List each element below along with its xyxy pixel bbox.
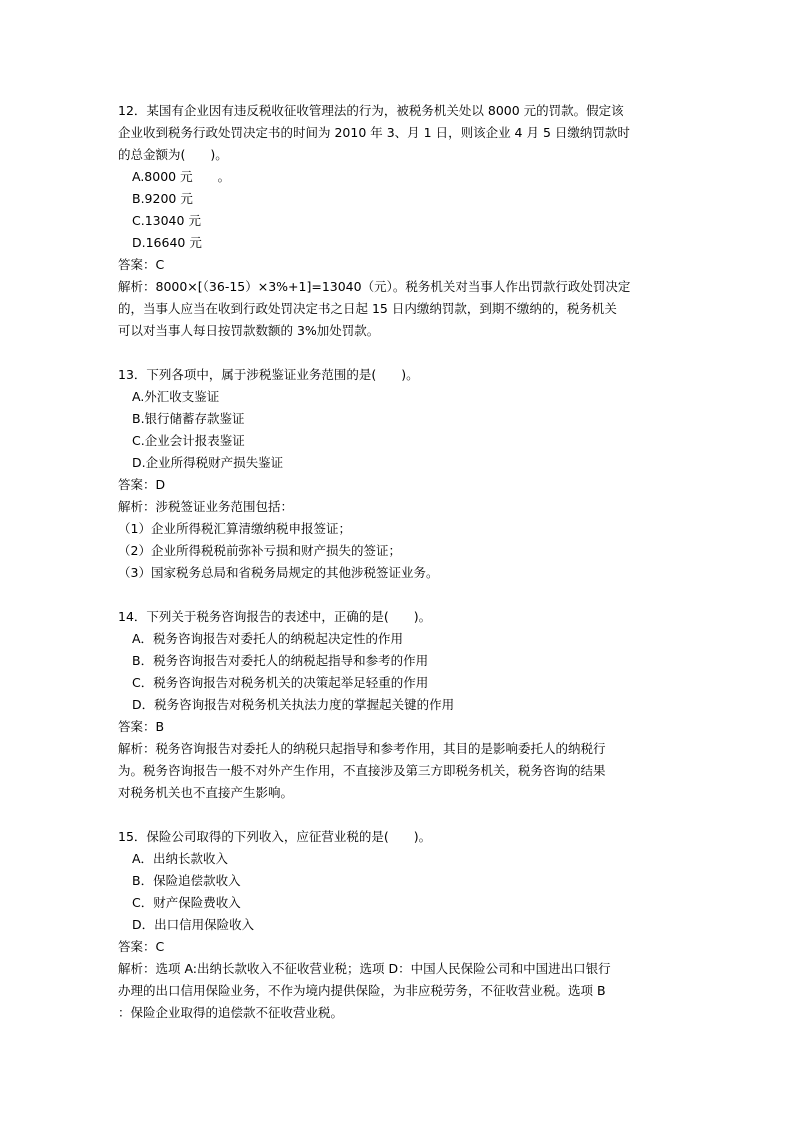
option-a: A.8000 元 。 [132, 169, 231, 184]
option-b: B．保险追偿款收入 [132, 873, 241, 888]
option-b: B.银行储蓄存款鉴证 [132, 411, 245, 426]
analysis-line: 解析：8000×[（36-15）×3%+1]=13040（元）。税务机关对当事人作出罚款行政处罚决定 [118, 279, 631, 294]
option-a: A.外汇收支鉴证 [132, 389, 220, 404]
analysis-line: （1）企业所得税汇算清缴纳税申报签证； [118, 521, 351, 536]
option-c: C.13040 元 [132, 213, 201, 228]
stem-line: 15．保险公司取得的下列收入，应征营业税的是( )。 [118, 829, 432, 844]
question-12 [118, 100, 678, 342]
analysis-line: 为。税务咨询报告一般不对外产生作用，不直接涉及第三方即税务机关，税务咨询的结果 [118, 763, 606, 778]
stem-line: 13．下列各项中，属于涉税鉴证业务范围的是( )。 [118, 367, 419, 382]
stem-line: 14．下列关于税务咨询报告的表述中，正确的是( )。 [118, 609, 432, 624]
option-d: D．税务咨询报告对税务机关执法力度的掌握起关键的作用 [132, 697, 455, 712]
answer: 答案：D [118, 477, 166, 492]
answer: 答案：C [118, 257, 165, 272]
document-page [118, 100, 678, 1046]
option-b: B．税务咨询报告对委托人的纳税起指导和参考的作用 [132, 653, 429, 668]
option-c: C．财产保险费收入 [132, 895, 241, 910]
analysis-line: ：保险企业取得的追偿款不征收营业税。 [118, 1005, 344, 1020]
question-13 [118, 364, 678, 584]
option-c: C．税务咨询报告对税务机关的决策起举足轻重的作用 [132, 675, 429, 690]
question-15 [118, 826, 678, 1024]
analysis-line: 解析：税务咨询报告对委托人的纳税只起指导和参考作用，其目的是影响委托人的纳税行 [118, 741, 606, 756]
stem-line: 的总金额为( )。 [118, 147, 228, 162]
analysis-line: （2）企业所得税税前弥补亏损和财产损失的签证； [118, 543, 401, 558]
option-c: C.企业会计报表鉴证 [132, 433, 245, 448]
analysis-line: 对税务机关也不直接产生影响。 [118, 785, 294, 800]
question-stem [118, 100, 678, 166]
answer: 答案：B [118, 719, 165, 734]
option-d: D.企业所得税财产损失鉴证 [132, 455, 284, 470]
analysis-line: 解析：选项 A:出纳长款收入不征收营业税；选项 D：中国人民保险公司和中国进出口银行 [118, 961, 611, 976]
answer: 答案：C [118, 939, 165, 954]
option-b: B.9200 元 [132, 191, 193, 206]
analysis-line: （3）国家税务总局和省税务局规定的其他涉税签证业务。 [118, 565, 439, 580]
analysis-line: 办理的出口信用保险业务，不作为境内提供保险，为非应税劳务，不征收营业税。选项 B [118, 983, 606, 998]
option-a: A．出纳长款收入 [132, 851, 229, 866]
option-d: D．出口信用保险收入 [132, 917, 255, 932]
option-d: D.16640 元 [132, 235, 202, 250]
option-a: A．税务咨询报告对委托人的纳税起决定性的作用 [132, 631, 404, 646]
analysis-line: 可以对当事人每日按罚款数额的 3%加处罚款。 [118, 323, 380, 338]
stem-line: 企业收到税务行政处罚决定书的时间为 2010 年 3、月 1 日，则该企业 4 月 5 日缴纳罚款时 [118, 125, 630, 140]
analysis-line: 的，当事人应当在收到行政处罚决定书之日起 15 日内缴纳罚款，到期不缴纳的，税务机关 [118, 301, 617, 316]
stem-line: 12．某国有企业因有违反税收征收管理法的行为，被税务机关处以 8000 元的罚款。假定该 [118, 103, 624, 118]
analysis-line: 解析：涉税签证业务范围包括： [118, 499, 294, 514]
question-14 [118, 606, 678, 804]
